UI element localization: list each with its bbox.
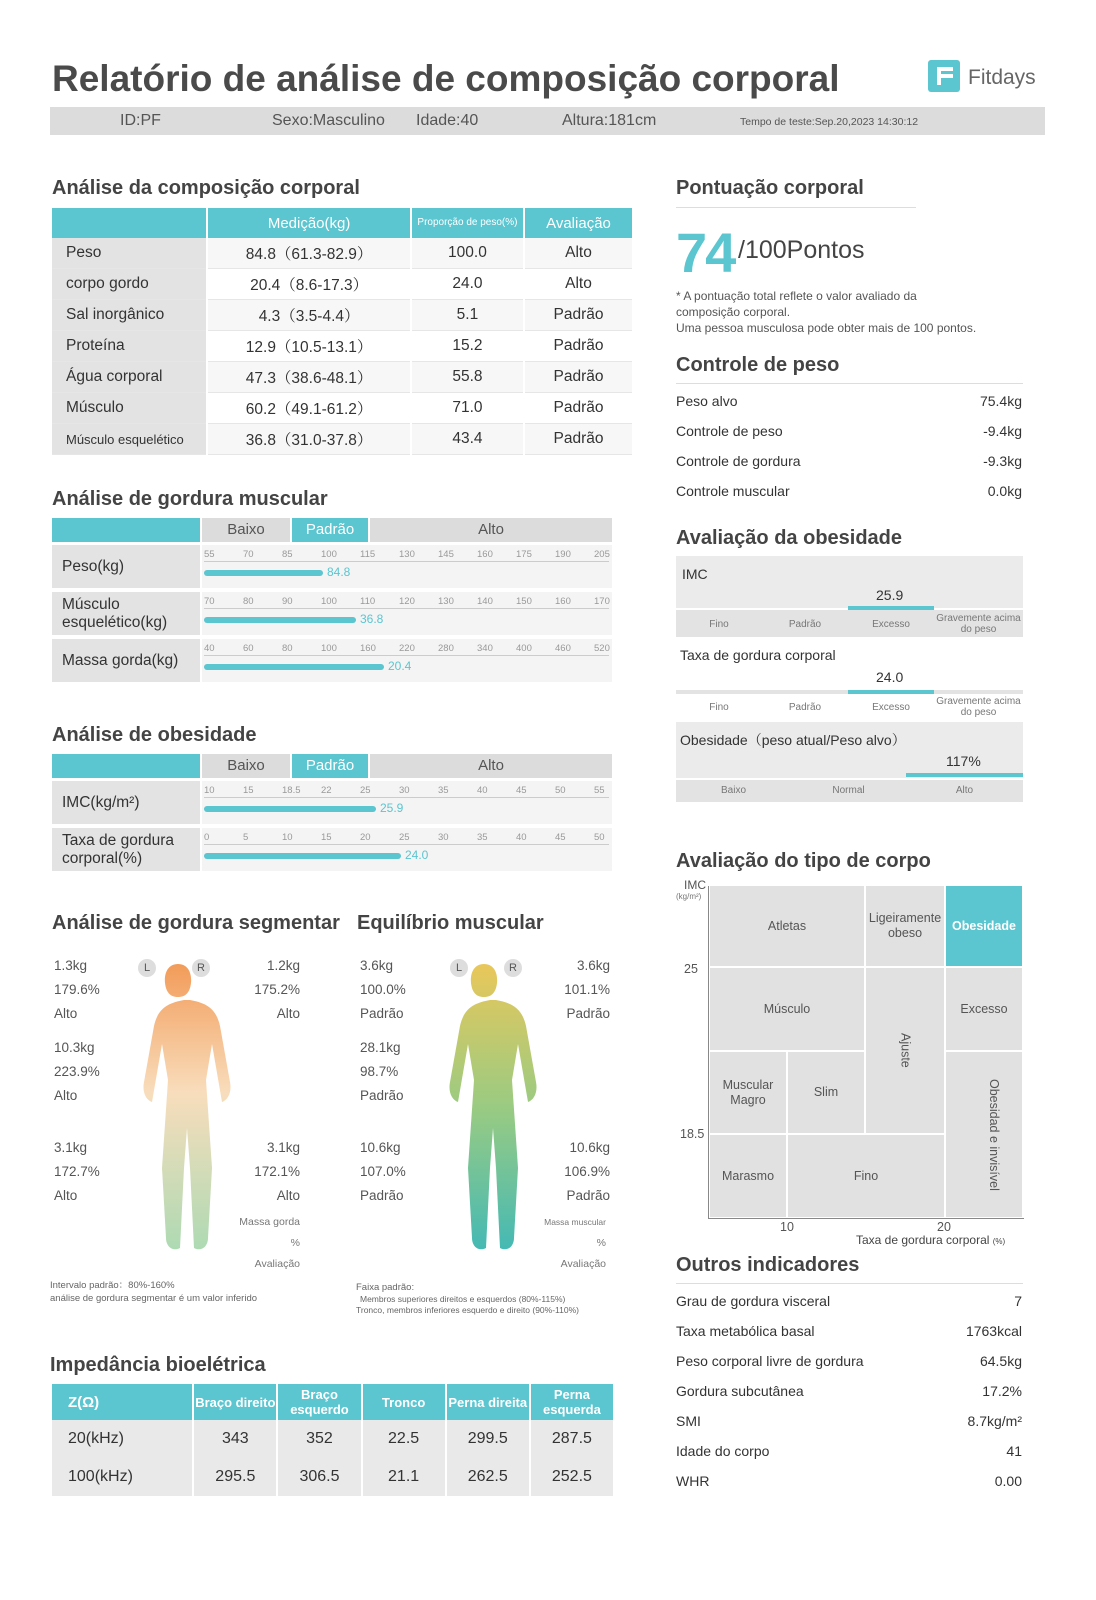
impedance-cell: 20(kHz) [52, 1420, 192, 1458]
muscle-fat-high-header: Alto [370, 518, 612, 542]
obesity_analysis-tick: 20 [360, 832, 371, 843]
bt-x10: 10 [780, 1220, 794, 1234]
obesity_analysis-tick-line [204, 844, 609, 845]
impedance-row [52, 1458, 613, 1496]
fat-left-leg: 3.1kg 172.7% Alto [54, 1140, 100, 1203]
muscle_fat-tick-line [204, 561, 609, 562]
composition-measure: 47.3（38.6-48.1） [208, 362, 410, 393]
obesity_analysis-tick: 15 [243, 785, 254, 796]
bt-ajuste: Ajuste [866, 968, 944, 1133]
other-value: 41 [1006, 1443, 1022, 1459]
muscle_fat-tick: 70 [243, 549, 254, 560]
muscle_fat-tick: 280 [438, 643, 454, 654]
obesity_analysis-tick: 40 [516, 832, 527, 843]
obesity_analysis-tick: 40 [477, 785, 488, 796]
bt-y-unit: (kg/m²) [676, 892, 702, 901]
muscle_fat-tick: 145 [438, 549, 454, 560]
other-label: Idade do corpo [676, 1443, 770, 1459]
muscle-left-leg: 10.6kg 107.0% Padrão [360, 1140, 406, 1203]
impedance-cell: 343 [194, 1420, 276, 1458]
fat-legend: Massa gorda % Avaliação [239, 1216, 300, 1270]
obesity_analysis-value-bar [204, 806, 376, 812]
composition-eval: Padrão [525, 300, 632, 331]
brand-name: Fitdays [968, 66, 1036, 89]
composition-eval: Padrão [525, 331, 632, 362]
composition-label: Água corporal [52, 362, 206, 393]
composition-eval: Alto [525, 269, 632, 300]
obesity_analysis-tick: 30 [399, 785, 410, 796]
muscle-note-lower: Tronco, membros inferiores esquerdo e direito (90%-110%) [356, 1305, 579, 1315]
user-id: ID:PF [120, 112, 161, 129]
muscle_fat-value-bar [204, 617, 356, 623]
muscle_fat-tick: 190 [555, 549, 571, 560]
bt-y25: 25 [684, 962, 698, 976]
composition-label: corpo gordo [52, 269, 206, 300]
muscle_fat-tick: 70 [204, 596, 215, 607]
imc-value: 25.9 [876, 587, 904, 603]
bf-scale: Fino Padrão Excesso Gravemente acima do peso [676, 694, 1023, 720]
obesity_analysis-value-label: 25.9 [380, 801, 404, 815]
composition-label: Músculo esquelético [52, 424, 206, 455]
muscle-legend: Massa muscular % Avaliação [544, 1217, 606, 1270]
muscle_fat-tick: 115 [360, 549, 376, 560]
weight_control-label: Controle de gordura [676, 453, 801, 469]
muscle_fat-tick: 460 [555, 643, 571, 654]
other-value: 8.7kg/m² [967, 1413, 1022, 1429]
muscle-trunk: 28.1kg 98.7% Padrão [360, 1040, 404, 1103]
obesity_analysis-tick: 35 [477, 832, 488, 843]
composition-label: Sal inorgânico [52, 300, 206, 331]
fat-trunk: 10.3kg 223.9% Alto [54, 1040, 100, 1103]
bt-obesidade: Obesidade [946, 886, 1022, 966]
user-age: Idade:40 [416, 112, 479, 129]
impedance-cell: 287.5 [531, 1420, 613, 1458]
bt-y-label: IMC [684, 878, 706, 892]
obesity_analysis-tick: 25 [399, 832, 410, 843]
report-title: Relatório de análise de composição corporal [52, 58, 840, 99]
composition-row [52, 424, 632, 455]
weight_control-label: Controle de peso [676, 423, 783, 439]
fat-body-icon [108, 956, 248, 1268]
obesity-eval-title: Avaliação da obesidade [676, 527, 903, 549]
composition-ratio: 43.4 [412, 424, 523, 455]
composition-eval: Alto [525, 238, 632, 269]
muscle_fat-tick: 80 [282, 643, 293, 654]
composition-row [52, 331, 632, 362]
obesity_analysis-tick: 50 [594, 832, 605, 843]
composition-header-eval: Avaliação [525, 208, 632, 238]
obesity_analysis-tick: 50 [555, 785, 566, 796]
fat-right-arm: 1.2kg 175.2% Alto [254, 958, 300, 1021]
composition-ratio: 5.1 [412, 300, 523, 331]
muscle_fat-tick-line [204, 608, 609, 609]
muscle_fat-value-label: 20.4 [388, 659, 412, 673]
muscle-right-leg: 10.6kg 106.9% Padrão [564, 1140, 610, 1203]
bt-obesidade-invisivel: Obesidad e invisível [946, 1052, 1022, 1217]
user-height: Altura:181cm [562, 112, 657, 129]
composition-measure: 4.3（3.5-4.4） [208, 300, 410, 331]
bt-slim: Slim [788, 1052, 864, 1133]
user-sex: Sexo:Masculino [272, 112, 385, 129]
impedance-cell: 262.5 [447, 1458, 529, 1496]
fat-note-inferred: análise de gordura segmentar é um valor inferido [50, 1293, 258, 1304]
muscle_fat-tick: 55 [204, 549, 215, 560]
fitdays-logo-icon [928, 60, 960, 92]
obesity_analysis-tick: 45 [516, 785, 527, 796]
right-marker: R [192, 959, 210, 977]
impedance-header: Tronco [363, 1384, 445, 1420]
segmental-fat-title: Análise de gordura segmentar [52, 912, 340, 934]
body-type-title: Avaliação do tipo de corpo [676, 850, 931, 872]
left-marker: L [450, 959, 468, 977]
impedance-table [50, 1384, 615, 1496]
obesity_analysis-tick: 45 [555, 832, 566, 843]
composition-measure: 36.8（31.0-37.8） [208, 424, 410, 455]
other-label: Taxa metabólica basal [676, 1323, 815, 1339]
other-label: Peso corporal livre de gordura [676, 1353, 864, 1369]
muscle_fat-row-label: Massa gorda(kg) [52, 639, 200, 682]
bt-musculo: Músculo [710, 968, 864, 1050]
score-value: 74 [676, 221, 735, 284]
muscle-right-arm: 3.6kg 101.1% Padrão [564, 958, 610, 1021]
obesity-corner [52, 754, 200, 778]
obesity_analysis-value-label: 24.0 [405, 848, 429, 862]
muscle-note-upper: Membros superiores direitos e esquerdos (80%-115%) [360, 1294, 566, 1304]
muscle-fat-title: Análise de gordura muscular [52, 488, 328, 510]
composition-label: Proteína [52, 331, 206, 362]
composition-table [50, 208, 634, 455]
muscle_fat-value-label: 36.8 [360, 612, 384, 626]
bf-label: Taxa de gordura corporal [680, 647, 836, 663]
weight_control-value: -9.3kg [983, 453, 1022, 469]
muscle_fat-tick-line [204, 655, 609, 656]
impedance-cell: 306.5 [278, 1458, 360, 1496]
composition-ratio: 55.8 [412, 362, 523, 393]
composition-eval: Padrão [525, 424, 632, 455]
muscle_fat-tick: 100 [321, 549, 337, 560]
impedance-header: Braço esquerdo [278, 1384, 360, 1420]
imc-box [676, 556, 1023, 608]
muscle_fat-tick: 120 [399, 596, 415, 607]
muscle_fat-tick: 90 [282, 596, 293, 607]
impedance-header: Perna direita [447, 1384, 529, 1420]
bt-excesso: Excesso [946, 968, 1022, 1050]
muscle_fat-value-bar [204, 664, 384, 670]
bt-fino: Fino [788, 1135, 944, 1217]
composition-label: Peso [52, 238, 206, 269]
muscle_fat-tick: 160 [360, 643, 376, 654]
muscle_fat-value-label: 84.8 [327, 565, 351, 579]
ob-label: Obesidade（peso atual/Peso alvo） [680, 732, 906, 748]
other-label: SMI [676, 1413, 701, 1429]
other-label: Gordura subcutânea [676, 1383, 804, 1399]
bt-ligeiramente-obeso: Ligeiramente obeso [866, 886, 944, 966]
impedance-header: Z(Ω) [52, 1384, 192, 1420]
muscle_fat-tick: 60 [243, 643, 254, 654]
obesity_analysis-tick: 0 [204, 832, 210, 843]
obesity_analysis-tick: 5 [243, 832, 249, 843]
muscle_fat-tick: 80 [243, 596, 254, 607]
ob-box [676, 722, 1023, 778]
bf-value: 24.0 [876, 669, 904, 685]
composition-ratio: 24.0 [412, 269, 523, 300]
obesity_analysis-value-bar [204, 853, 401, 859]
muscle_fat-tick: 175 [516, 549, 532, 560]
composition-header-ratio: Proporção de peso(%) [412, 208, 523, 238]
composition-label: Músculo [52, 393, 206, 424]
ob-scale: Baixo Normal Alto [676, 780, 1023, 802]
impedance-cell: 299.5 [447, 1420, 529, 1458]
composition-row [52, 393, 632, 424]
composition-ratio: 71.0 [412, 393, 523, 424]
weight_control-value: 0.0kg [987, 483, 1022, 499]
obesity-high-header: Alto [370, 754, 612, 778]
bt-y185: 18.5 [680, 1127, 705, 1141]
other-label: Grau de gordura visceral [676, 1293, 831, 1309]
composition-ratio: 15.2 [412, 331, 523, 362]
impedance-cell: 252.5 [531, 1458, 613, 1496]
obesity_analysis-tick: 15 [321, 832, 332, 843]
bt-x-label: Taxa de gordura corporal (%) [856, 1233, 1006, 1247]
obesity-low-header: Baixo [202, 754, 290, 778]
score-note: * A pontuação total reflete o valor avaliado da composição corporal. Uma pessoa musculosa pode obter mais de 100 pontos. [676, 289, 977, 335]
composition-title: Análise da composição corporal [52, 177, 360, 199]
muscle_fat-tick: 150 [516, 596, 532, 607]
fat-left-arm: 1.3kg 179.6% Alto [54, 958, 100, 1021]
weight_control-label: Controle muscular [676, 483, 790, 499]
obesity_analysis-tick: 35 [438, 785, 449, 796]
obesity_analysis-tick: 25 [360, 785, 371, 796]
muscle_fat-tick: 170 [594, 596, 610, 607]
weight_control-value: -9.4kg [983, 423, 1022, 439]
ob-bar [906, 773, 1023, 777]
impedance-header: Perna esquerda [531, 1384, 613, 1420]
muscle_fat-tick: 340 [477, 643, 493, 654]
info-bar [50, 107, 1045, 135]
obesity_analysis-tick-line [204, 797, 609, 798]
composition-ratio: 100.0 [412, 238, 523, 269]
left-marker: L [138, 959, 156, 977]
obesity_analysis-row-label: Taxa de gordura corporal(%) [52, 828, 200, 871]
score-title: Pontuação corporal [676, 177, 864, 199]
bt-marasmo: Marasmo [710, 1135, 786, 1217]
muscle_fat-tick: 160 [555, 596, 571, 607]
impedance-cell: 22.5 [363, 1420, 445, 1458]
muscle_fat-tick: 520 [594, 643, 610, 654]
obesity_analysis-tick: 30 [438, 832, 449, 843]
impedance-cell: 21.1 [363, 1458, 445, 1496]
muscle-balance-title: Equilíbrio muscular [357, 912, 544, 934]
fat-right-leg: 3.1kg 172.1% Alto [254, 1140, 300, 1203]
impedance-cell: 100(kHz) [52, 1458, 192, 1496]
composition-measure: 20.4（8.6-17.3） [208, 269, 410, 300]
composition-row [52, 269, 632, 300]
impedance-header: Braço direito [194, 1384, 276, 1420]
obesity-analysis-chart [52, 754, 617, 874]
composition-row [52, 300, 632, 331]
muscle_fat-tick: 220 [399, 643, 415, 654]
score-suffix: /100Pontos [738, 236, 865, 264]
obesity-analysis-title: Análise de obesidade [52, 724, 257, 746]
impedance-cell: 295.5 [194, 1458, 276, 1496]
muscle_fat-tick: 40 [204, 643, 215, 654]
fat-note-range: Intervalo padrão：80%-160% [50, 1280, 175, 1291]
muscle-balance-figure [356, 950, 616, 1290]
obesity_analysis-row-label: IMC(kg/m²) [52, 781, 200, 824]
composition-header-blank [52, 208, 206, 238]
muscle_fat-tick: 400 [516, 643, 532, 654]
composition-measure: 12.9（10.5-13.1） [208, 331, 410, 362]
muscle_fat-value-bar [204, 570, 323, 576]
muscle_fat-tick: 110 [360, 596, 376, 607]
muscle_fat-tick: 85 [282, 549, 293, 560]
other-value: 64.5kg [979, 1353, 1022, 1369]
muscle-fat-corner [52, 518, 200, 542]
muscle_fat-tick: 130 [438, 596, 454, 607]
composition-eval: Padrão [525, 362, 632, 393]
obesity_analysis-tick: 10 [282, 832, 293, 843]
impedance-row [52, 1420, 613, 1458]
weight_control-value: 75.4kg [979, 393, 1022, 409]
composition-eval: Padrão [525, 393, 632, 424]
muscle-note-title: Faixa padrão: [356, 1282, 415, 1293]
muscle_fat-tick: 205 [594, 549, 610, 560]
muscle-fat-std-header: Padrão [292, 518, 368, 542]
impedance-cell: 352 [278, 1420, 360, 1458]
muscle_fat-row-label: Peso(kg) [52, 545, 200, 588]
obesity_analysis-tick: 55 [594, 785, 605, 796]
impedance-title: Impedância bioelétrica [50, 1354, 266, 1376]
weight-control-title: Controle de peso [676, 354, 840, 376]
other-label: WHR [676, 1473, 710, 1489]
muscle_fat-tick: 130 [399, 549, 415, 560]
composition-measure: 60.2（49.1-61.2） [208, 393, 410, 424]
right-marker: R [504, 959, 522, 977]
imc-label: IMC [682, 566, 708, 582]
muscle-fat-chart [52, 518, 617, 686]
imc-scale: Fino Padrão Excesso Gravemente acima do peso [676, 610, 1023, 637]
composition-measure: 84.8（61.3-82.9） [208, 238, 410, 269]
muscle_fat-tick: 160 [477, 549, 493, 560]
obesity-std-header: Padrão [292, 754, 368, 778]
muscle-fat-low-header: Baixo [202, 518, 290, 542]
muscle_fat-tick: 140 [477, 596, 493, 607]
weight_control-label: Peso alvo [676, 393, 738, 409]
muscle-left-arm: 3.6kg 100.0% Padrão [360, 958, 406, 1021]
obesity_analysis-tick: 10 [204, 785, 215, 796]
ob-value: 117% [946, 753, 981, 769]
composition-row [52, 238, 632, 269]
bt-atletas: Atletas [710, 886, 864, 966]
muscle_fat-tick: 100 [321, 643, 337, 654]
other-value: 1763kcal [965, 1323, 1022, 1339]
composition-row [52, 362, 632, 393]
segmental-fat-figure [50, 950, 310, 1290]
composition-header-measure: Medição(kg) [208, 208, 410, 238]
bt-x20: 20 [937, 1220, 951, 1234]
muscle_fat-row-label: Músculo esquelético(kg) [52, 592, 200, 635]
obesity_analysis-tick: 18.5 [282, 785, 301, 796]
bt-muscular-magro: Muscular Magro [710, 1052, 786, 1133]
obesity_analysis-tick: 22 [321, 785, 332, 796]
muscle_fat-tick: 100 [321, 596, 337, 607]
other-value: 7 [1014, 1293, 1022, 1309]
other-title: Outros indicadores [676, 1254, 860, 1276]
other-value: 0.00 [994, 1473, 1022, 1489]
other-value: 17.2% [982, 1383, 1022, 1399]
test-time: Tempo de teste:Sep.20,2023 14:30:12 [740, 116, 919, 128]
